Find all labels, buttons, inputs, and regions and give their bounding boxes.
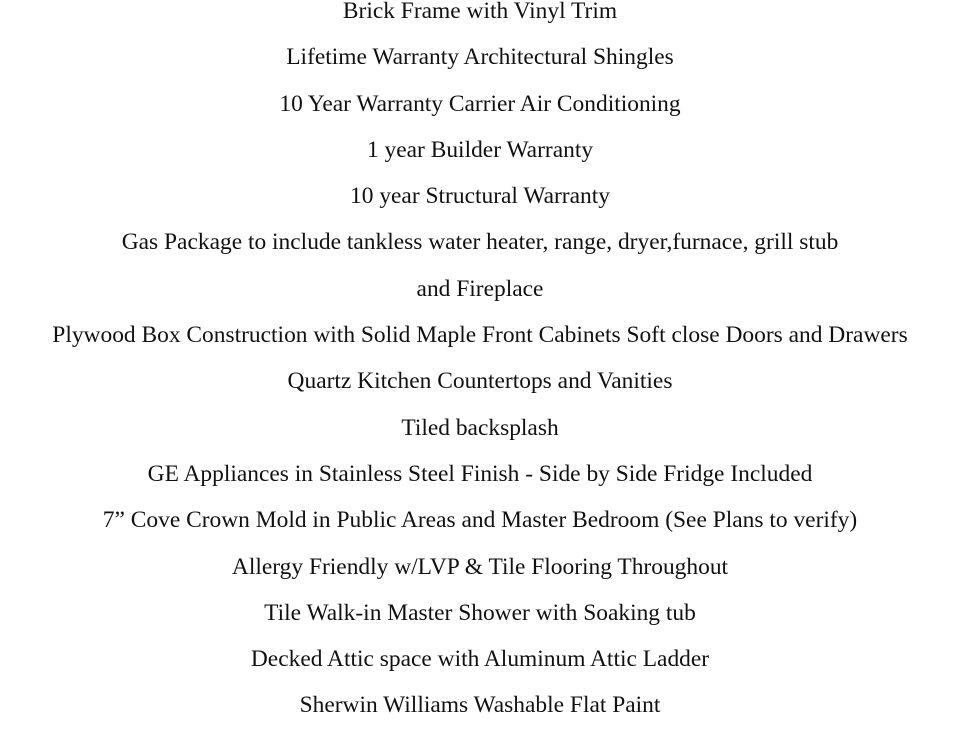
feature-gas-package: Gas Package to include tankless water heater, range, dryer,furnace, grill stub [121, 229, 839, 256]
feature-flooring: Allergy Friendly w/LVP & Tile Flooring Throughout [231, 553, 729, 580]
feature-cabinets: Plywood Box Construction with Solid Maple Front Cabinets Soft close Doors and Drawers [52, 322, 908, 349]
feature-brick-frame: Brick Frame with Vinyl Trim [342, 0, 618, 24]
feature-backsplash: Tiled backsplash [401, 414, 559, 441]
feature-builder-warranty: 1 year Builder Warranty [366, 136, 594, 163]
feature-countertops: Quartz Kitchen Countertops and Vanities [287, 368, 673, 395]
feature-shingles: Lifetime Warranty Architectural Shingles [286, 44, 674, 71]
feature-paint: Sherwin Williams Washable Flat Paint [299, 692, 661, 719]
feature-crown-mold: 7” Cove Crown Mold in Public Areas and Master Bedroom (See Plans to verify) [102, 507, 858, 534]
feature-appliances: GE Appliances in Stainless Steel Finish - Side by Side Fridge Included [147, 460, 813, 487]
feature-attic: Decked Attic space with Aluminum Attic Ladder [250, 646, 710, 673]
feature-air-conditioning: 10 Year Warranty Carrier Air Conditioning [279, 90, 681, 117]
feature-master-shower: Tile Walk-in Master Shower with Soaking tub [264, 599, 696, 626]
feature-structural-warranty: 10 year Structural Warranty [350, 183, 610, 210]
feature-gas-package-continued: and Fireplace [416, 275, 544, 302]
